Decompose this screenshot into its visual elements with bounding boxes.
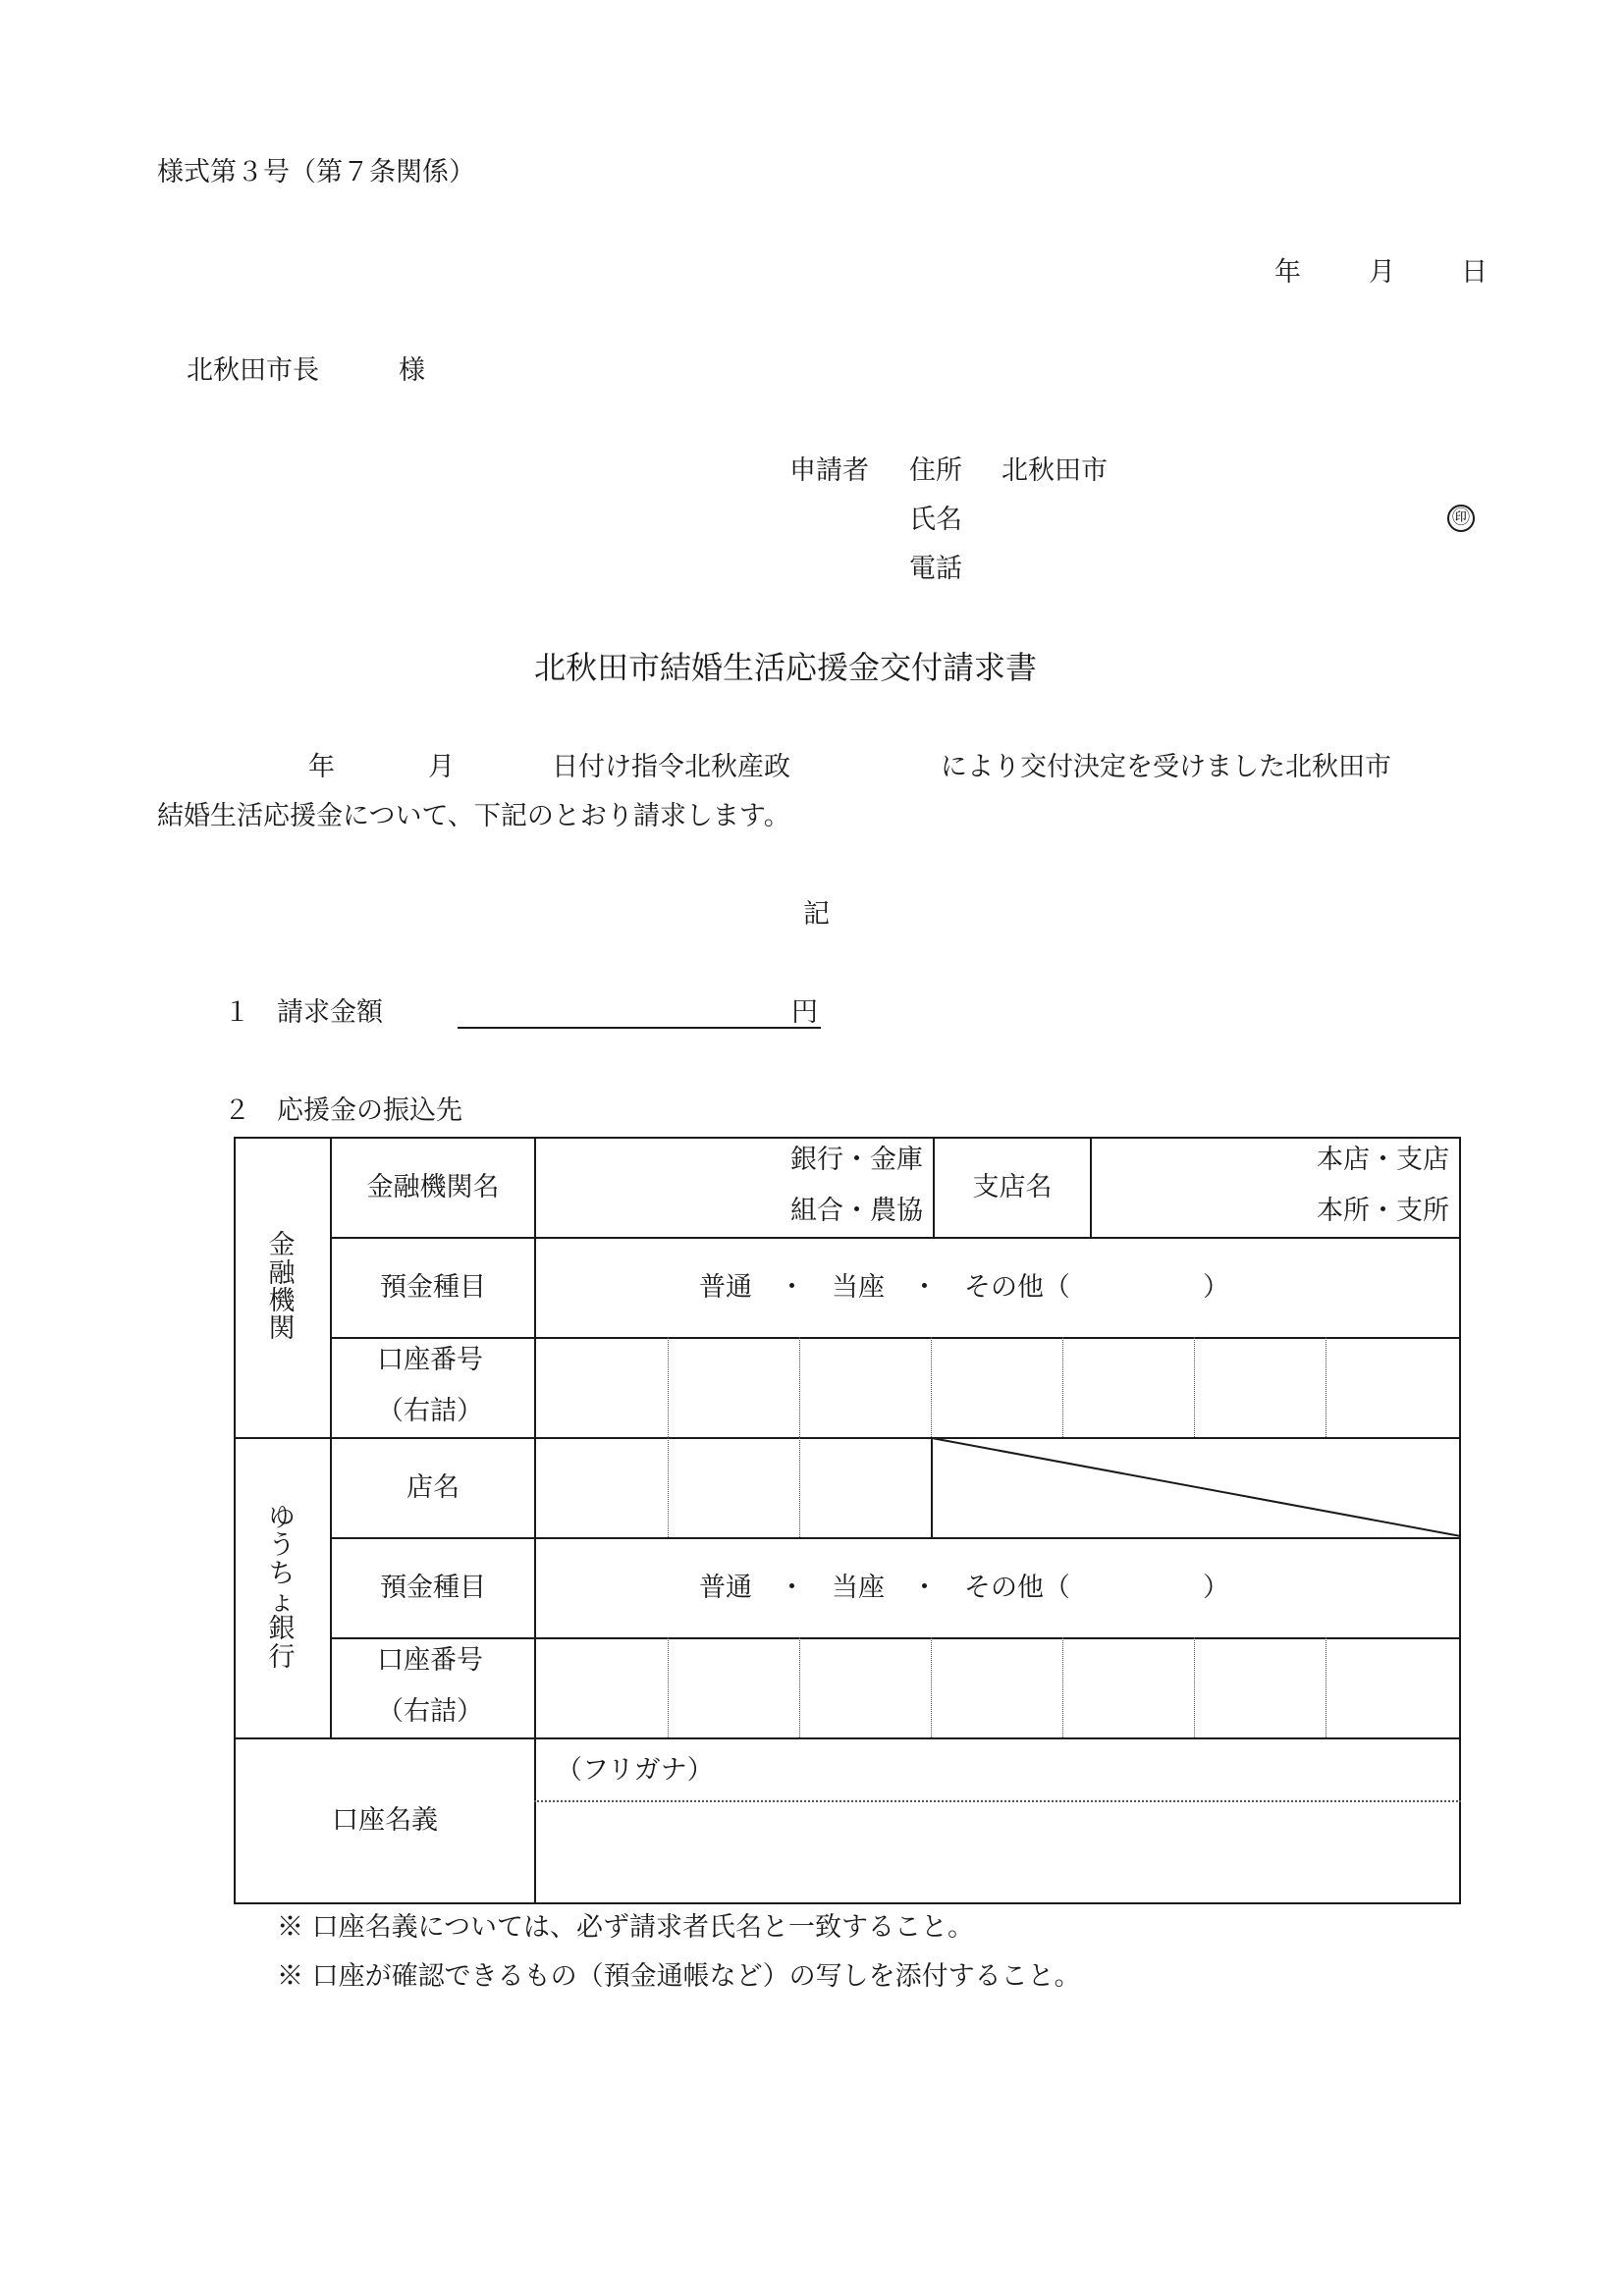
account-holder-label: 口座名義: [332, 1804, 438, 1836]
shop-name-label: 店名: [406, 1471, 460, 1503]
branch-label-right-line: [1090, 1137, 1092, 1237]
shop-digit-divider: [799, 1437, 800, 1537]
yucho-header-char: 行: [268, 1641, 296, 1673]
right-aligned-note: （右詰）: [377, 1396, 483, 1426]
branch-type-options-1: 本店・支店: [1317, 1145, 1449, 1175]
item2-label: 応援金の振込先: [277, 1095, 462, 1126]
fi-header-char: 関: [268, 1313, 296, 1345]
fi-header-char: 機: [268, 1286, 296, 1316]
bank-type-options-2: 組合・農協: [790, 1196, 923, 1226]
furigana-label: （フリガナ）: [556, 1755, 714, 1786]
address-value: 北秋田市: [1001, 455, 1108, 486]
date-day-label: 日: [1461, 257, 1488, 288]
seal-mark: ㊞: [1447, 505, 1475, 532]
yucho-header-char: 銀: [268, 1614, 296, 1645]
fi-header-char: 融: [268, 1257, 296, 1289]
yucho-header-char: ょ: [268, 1586, 296, 1617]
bank-type-options-1: 銀行・金庫: [790, 1145, 923, 1175]
ki-heading: 記: [803, 899, 830, 930]
deposit-type-label-2: 預金種目: [380, 1572, 486, 1603]
deposit-type-options: 普通 ・ 当座 ・ その他（ ）: [699, 1272, 1229, 1303]
item1-label: 請求金額: [277, 997, 383, 1028]
branch-label: 支店名: [972, 1171, 1053, 1202]
applicant-label: 申請者: [789, 455, 869, 486]
address-label: 住所: [909, 455, 962, 486]
note-2: ※ 口座が確認できるもの（預金通帳など）の写しを添付すること。: [277, 1961, 1081, 1992]
body-year: 年: [308, 752, 335, 782]
body-decision-number: 日付け指令北秋産政: [552, 752, 790, 782]
phone-label: 電話: [909, 554, 962, 584]
item1-unit: 円: [791, 997, 818, 1028]
amount-underline: [458, 1027, 821, 1029]
name-label: 氏名: [909, 505, 962, 535]
digit-divider: [799, 1337, 800, 1437]
addressee-honorific: 様: [399, 355, 425, 386]
shop-digit-divider: [668, 1437, 669, 1537]
body-line-2: 結婚生活応援金について、下記のとおり請求します。: [157, 801, 790, 831]
label-col-line: [534, 1137, 536, 1904]
addressee-name: 北秋田市長: [187, 355, 319, 386]
deposit-type-label: 預金種目: [380, 1271, 486, 1303]
date-month-label: 月: [1369, 257, 1395, 288]
row-line-2: [330, 1337, 1461, 1339]
yucho-bank-header: [234, 1439, 330, 1737]
diagonal-strike: [931, 1437, 1461, 1537]
digit-divider: [1194, 1637, 1195, 1737]
form-number: 様式第３号（第７条関係）: [157, 157, 475, 187]
digit-divider: [668, 1637, 669, 1737]
branch-type-options-2: 本所・支所: [1317, 1196, 1449, 1226]
digit-divider: [1062, 1337, 1063, 1437]
yucho-header-char: ち: [268, 1558, 296, 1589]
document-title: 北秋田市結婚生活応援金交付請求書: [534, 649, 1038, 686]
digit-divider: [1194, 1337, 1195, 1437]
fi-header-char: 金: [268, 1230, 296, 1261]
digit-divider: [668, 1337, 669, 1437]
body-received-text: により交付決定を受けました北秋田市: [941, 752, 1391, 782]
item2-number: ２: [224, 1095, 250, 1126]
yucho-header-char: う: [268, 1530, 296, 1562]
right-aligned-note-2: （右詰）: [377, 1696, 483, 1727]
digit-divider: [931, 1337, 932, 1437]
item1-number: １: [224, 997, 250, 1028]
yucho-header-char: ゆ: [268, 1502, 296, 1533]
note-1: ※ 口座名義については、必ず請求者氏名と一致すること。: [277, 1912, 975, 1943]
deposit-type-options-2: 普通 ・ 当座 ・ その他（ ）: [699, 1573, 1229, 1603]
digit-divider: [1062, 1637, 1063, 1737]
row-line-4: [330, 1637, 1461, 1639]
furigana-dotted-line: [534, 1800, 1461, 1802]
financial-institution-header: [234, 1139, 330, 1437]
digit-divider: [799, 1637, 800, 1737]
digit-divider: [931, 1637, 932, 1737]
body-month: 月: [428, 752, 455, 782]
account-number-label: 口座番号: [377, 1345, 483, 1375]
account-number-label-2: 口座番号: [377, 1645, 483, 1676]
date-year-label: 年: [1274, 257, 1301, 288]
fi-name-label: 金融機関名: [366, 1171, 500, 1202]
